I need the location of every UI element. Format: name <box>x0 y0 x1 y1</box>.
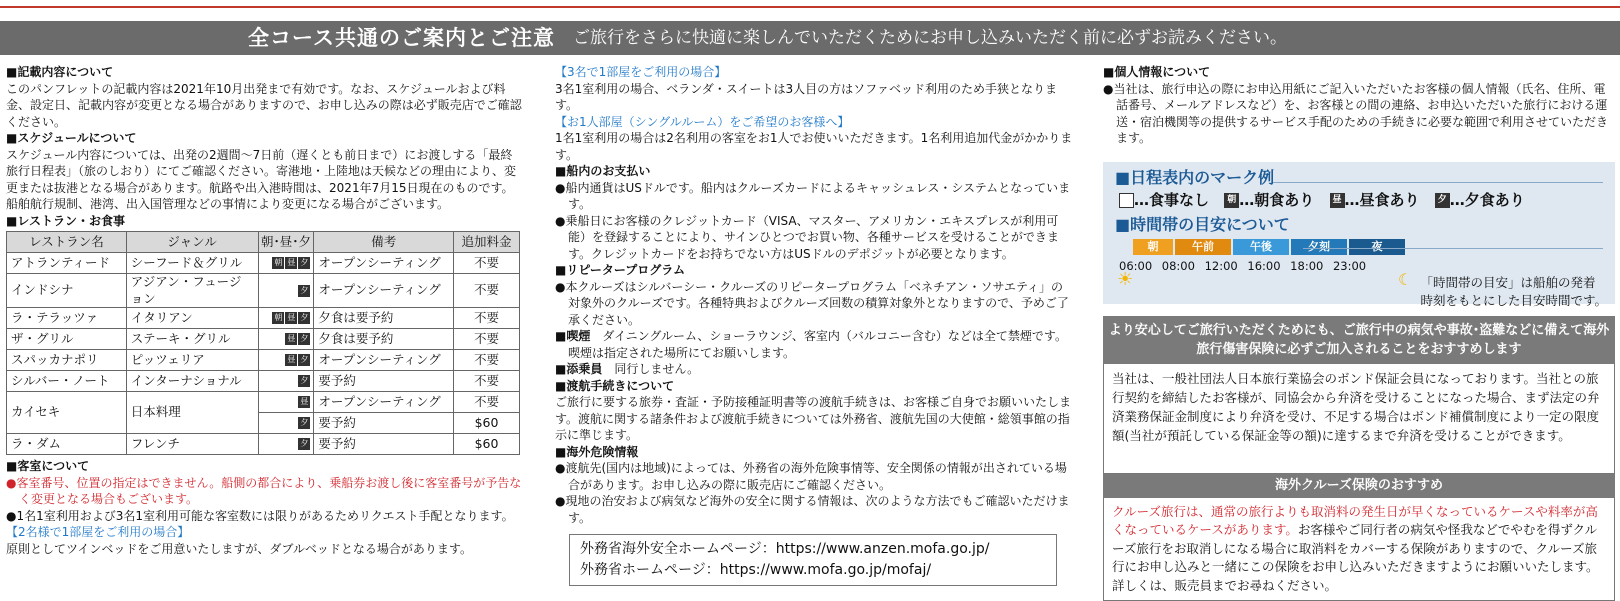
cell-note: オープンシーティング <box>314 350 454 371</box>
table-row <box>7 329 520 350</box>
bullet-item: ●1名1室利用および3名1室利用可能な客室数には限りがあるためリクエスト手配となります。 <box>6 508 524 525</box>
cruise-warning: クルーズ旅行は、通常の旅行よりも取消料の発生日が早くなっているケースや料率が高くなっているケースがあります。 <box>1112 504 1598 538</box>
no-meal-icon <box>1119 193 1134 208</box>
section-heading: ■船内のお支払い <box>555 163 1075 180</box>
cell-name: ラ・テラッツァ <box>7 308 127 329</box>
url-box <box>569 534 1057 586</box>
cell-note: 夕食は要予約 <box>314 308 454 329</box>
cell-name: スパッカナポリ <box>7 350 127 371</box>
subheading-blue: 【2名様で1部屋をご利用の場合】 <box>6 524 524 541</box>
dinner-icon: 夕 <box>298 354 310 366</box>
paragraph: 原則としてツインベッドをご用意いたしますが、ダブルベッドとなる場合があります。 <box>6 541 524 558</box>
cell-note: オープンシーティング <box>314 274 454 308</box>
bullet-item: ●船内通貨はUSドルです。船内はクルーズカードによるキャッシュレス・システムとなっています。 <box>555 180 1075 213</box>
table-row <box>7 308 520 329</box>
page-title: 全コース共通のご案内とご注意 <box>248 30 555 47</box>
dinner-icon: 夕 <box>298 257 310 269</box>
column-middle <box>555 64 1075 586</box>
cell-meals <box>258 371 314 392</box>
cell-meals <box>258 392 314 413</box>
paragraph: ご旅行に要する旅券・査証・予防接種証明書等の渡航手続きは、お客様ご自身でお願いいたします。渡航に関する諸条件および渡航手続きについては外務省、渡航先国の大使館・総領事館の指示に準じます。 <box>555 394 1075 444</box>
cell-meals <box>258 253 314 274</box>
notice-red: ●客室番号、位置の指定はできません。船側の都合により、乗船券お渡し後に客室番号が予告なく変更となる場合もございます。 <box>6 475 524 508</box>
breakfast-icon: 朝 <box>1224 193 1239 208</box>
time-segment: 午後 <box>1233 239 1289 255</box>
cell-genre: ピッツェリア <box>126 350 258 371</box>
page-subtitle: ご旅行をさらに快適に楽しんでいただくためにお申し込みいただく前に必ずお読みください。 <box>573 30 1287 47</box>
insurance-body: 当社は、一般社団法人日本旅行業協会のボンド保証会員になっております。当社との旅行契約を締結したお客様が、同協会から弁済を受けることになった場合、まず法定の弁済業務保証金制度により弁済を受け、不足する場合はボンド補償制度により一定の限度額(当社が預託している保証金等の額)に達するまで弁済を受けることができます。 <box>1103 364 1615 474</box>
bullet-item: ●乗船日にお客様のクレジットカード（VISA、マスター、アメリカン・エキスプレスが利用可能）を登録することにより、サインひとつでお買い物、各種サービスを受けることができます。クレジットカードをお持ちでない方はUSドルのデポジットが必要となります。 <box>555 213 1075 263</box>
cell-fee: 不要 <box>454 274 520 308</box>
dinner-icon: 夕 <box>298 312 310 324</box>
paragraph: ダイニングルーム、ショーラウンジ、客室内（バルコニー含む）などは全て禁煙です。喫煙は指定された場所にてお願いします。 <box>568 329 1067 360</box>
cruise-insurance-heading: 海外クルーズ保険のおすすめ <box>1103 474 1615 498</box>
mark-label: …食事なし <box>1134 191 1209 209</box>
top-border <box>0 0 1620 8</box>
dinner-icon: 夕 <box>298 438 310 450</box>
time-segment: 朝 <box>1133 239 1173 255</box>
cell-genre: シーフード＆グリル <box>126 253 258 274</box>
column-header: 追加料金 <box>454 232 520 253</box>
column-right <box>1103 64 1615 601</box>
section-heading: ■添乗員 <box>555 362 602 376</box>
mark-label: …朝食あり <box>1239 191 1314 209</box>
section-heading: ■スケジュールについて <box>6 130 524 147</box>
time-note-line: 「時間帯の目安」は船舶の発着 <box>1420 274 1607 292</box>
cell-fee: $60 <box>454 413 520 434</box>
paragraph: このパンフレットの記載内容は2021年10月出発まで有効です。なお、スケジュールおよび料金、設定日、記載内容が変更となる場合がありますので、お申し込みの際は必ず販売店でご確認ください。 <box>6 81 524 131</box>
lunch-icon: 昼 <box>285 333 297 345</box>
bullet-item: ●現地の治安および病気など海外の安全に関する情報は、次のような方法でもご確認いただけます。 <box>555 493 1075 526</box>
time-segment: 夜 <box>1349 239 1405 255</box>
section-heading: ■個人情報について <box>1103 64 1615 81</box>
cell-note: 夕食は要予約 <box>314 329 454 350</box>
link-anzen[interactable]: 外務省海外安全ホームページ：https://www.anzen.mofa.go.jp/ <box>580 539 1046 560</box>
paragraph: 3名1室利用の場合、ベランダ・スイートは3人目の方はソファベッド利用のため手狭となります。 <box>555 81 1075 114</box>
cell-note: オープンシーティング <box>314 392 454 413</box>
lunch-icon: 昼 <box>285 312 297 324</box>
cell-fee: 不要 <box>454 371 520 392</box>
cruise-text: お客様やご同行者の病気や怪我などでやむを得ずクルーズ旅行をお取消しになる場合に取消料をカバーする保険がありますので、クルーズ旅行にお申し込みと一緒にこの保険をお申し込みいただきますようにお願いいたします。詳しくは、販売員までお尋ねください。 <box>1112 522 1599 593</box>
subheading-blue: 【お1人部屋（シングルルーム）をご希望のお客様へ】 <box>555 114 1075 131</box>
dinner-icon: 夕 <box>298 285 310 297</box>
cell-meals <box>258 434 314 455</box>
cell-fee: 不要 <box>454 350 520 371</box>
lunch-icon: 昼 <box>1330 193 1345 208</box>
paragraph: スケジュール内容については、出発の2週間〜7日前（遅くとも前日まで）にお渡しする「最終旅行日程表」（旅のしおり）にてご確認ください。寄港地・上陸地は天候などの理由により、変更または抜港となる場合があります。航路や出入港時間は、2021年7月15日現在のものです。船舶航行規制、港湾、出入国管理などの事情により変更になる場合がございます。 <box>6 147 524 213</box>
time-note-line: 時刻をもとにした目安時間です。 <box>1420 292 1607 310</box>
cell-meals <box>258 274 314 308</box>
section-heading: ■リピータープログラム <box>555 262 1075 279</box>
table-row <box>7 350 520 371</box>
cell-name: インドシナ <box>7 274 127 308</box>
table-row <box>7 253 520 274</box>
cell-fee: 不要 <box>454 392 520 413</box>
column-header: 備考 <box>314 232 454 253</box>
cell-fee: 不要 <box>454 253 520 274</box>
cell-fee: $60 <box>454 434 520 455</box>
divider <box>1303 248 1603 249</box>
mark-legend-box <box>1103 162 1615 304</box>
table-row <box>7 371 520 392</box>
cell-meals <box>258 308 314 329</box>
subheading-blue: 【3名で1部屋をご利用の場合】 <box>555 64 1075 81</box>
cell-note: 要予約 <box>314 413 454 434</box>
cell-genre: インターナショナル <box>126 371 258 392</box>
cell-note: オープンシーティング <box>314 253 454 274</box>
section-heading: ■海外危険情報 <box>555 444 1075 461</box>
cell-genre: イタリアン <box>126 308 258 329</box>
page-header <box>0 21 1620 55</box>
column-header: ジャンル <box>126 232 258 253</box>
bullet-item: ●渡航先(国内は地域)によっては、外務省の海外危険事情等、安全関係の情報が出されている場合があります。お申し込みの際に販売店にご確認ください。 <box>555 460 1075 493</box>
time-ticks: 06:00 08:00 12:00 16:00 18:00 23:00 <box>1119 258 1603 275</box>
dinner-icon: 夕 <box>298 417 310 429</box>
cell-note: 要予約 <box>314 371 454 392</box>
moon-icon: ☾ <box>1398 272 1412 289</box>
bullet-item: ●本クルーズはシルバーシー・クルーズのリピータープログラム「ベネチアン・ソサエティ」の対象外のクルーズです。各種特典およびクルーズ回数の積算対象外となりますので、予めご了承ください。 <box>555 279 1075 329</box>
cell-meals <box>258 329 314 350</box>
insurance-banner: より安心してご旅行いただくためにも、ご旅行中の病気や事故･盗難などに備えて海外旅行傷害保険に必ずご加入されることをおすすめします <box>1103 316 1615 364</box>
cell-genre: 日本料理 <box>126 392 258 434</box>
cell-name: アトランティード <box>7 253 127 274</box>
dinner-icon: 夕 <box>298 333 310 345</box>
time-segment: 午前 <box>1175 239 1231 255</box>
table-row <box>7 392 520 413</box>
cell-genre: ステーキ・グリル <box>126 329 258 350</box>
mark-heading: ■日程表内のマーク例 <box>1115 170 1603 187</box>
time-segment: 夕刻 <box>1291 239 1347 255</box>
dinner-icon: 夕 <box>1435 193 1450 208</box>
bullet-item: ●当社は、旅行申込の際にお申込用紙にご記入いただいたお客様の個人情報（氏名、住所、電話番号、メールアドレスなど）を、お客様との間の連絡、お申込いただいた旅行における運送・宿泊機関等の提供するサービス手配のための手続きに必要な範囲で利用させていただきます。 <box>1103 81 1615 147</box>
lunch-icon: 昼 <box>285 354 297 366</box>
restaurant-table <box>6 231 520 455</box>
table-header-row <box>7 232 520 253</box>
column-header: 朝･昼･夕 <box>258 232 314 253</box>
paragraph: 同行しません。 <box>614 362 699 376</box>
cell-name: シルバー・ノート <box>7 371 127 392</box>
cell-genre: アジアン・フュージョン <box>126 274 258 308</box>
cell-name: カイセキ <box>7 392 127 434</box>
lunch-icon: 昼 <box>298 396 310 408</box>
section-heading: ■客室について <box>6 458 524 475</box>
time-note <box>1420 274 1607 310</box>
column-header: レストラン名 <box>7 232 127 253</box>
cell-note: 要予約 <box>314 434 454 455</box>
divider <box>1273 182 1603 183</box>
paragraph: 1名1室利用の場合は2名利用の客室をお1人でお使いいただきます。1名利用追加代金がかかります。 <box>555 130 1075 163</box>
cruise-insurance-body <box>1103 498 1615 601</box>
cell-name: ラ・ダム <box>7 434 127 455</box>
cell-name: ザ・グリル <box>7 329 127 350</box>
link-mofa[interactable]: 外務省ホームページ：https://www.mofa.go.jp/mofaj/ <box>580 560 1046 581</box>
column-left <box>6 64 524 557</box>
table-row <box>7 274 520 308</box>
mark-label: …夕食あり <box>1450 191 1525 209</box>
cell-fee: 不要 <box>454 329 520 350</box>
section-heading: ■レストラン・お食事 <box>6 213 524 230</box>
dinner-icon: 夕 <box>298 375 310 387</box>
section-heading: ■渡航手続きについて <box>555 378 1075 395</box>
breakfast-icon: 朝 <box>272 312 284 324</box>
sun-icon: ☀ <box>1117 272 1133 289</box>
lunch-icon: 昼 <box>285 257 297 269</box>
breakfast-icon: 朝 <box>272 257 284 269</box>
section-heading: ■記載内容について <box>6 64 524 81</box>
cell-genre: フレンチ <box>126 434 258 455</box>
mark-label: …昼食あり <box>1345 191 1420 209</box>
cell-fee: 不要 <box>454 308 520 329</box>
section-heading: ■喫煙 <box>555 329 590 343</box>
cell-meals <box>258 413 314 434</box>
mark-row <box>1119 192 1603 209</box>
cell-meals <box>258 350 314 371</box>
time-heading: ■時間帯の目安について <box>1115 217 1603 234</box>
table-row <box>7 434 520 455</box>
